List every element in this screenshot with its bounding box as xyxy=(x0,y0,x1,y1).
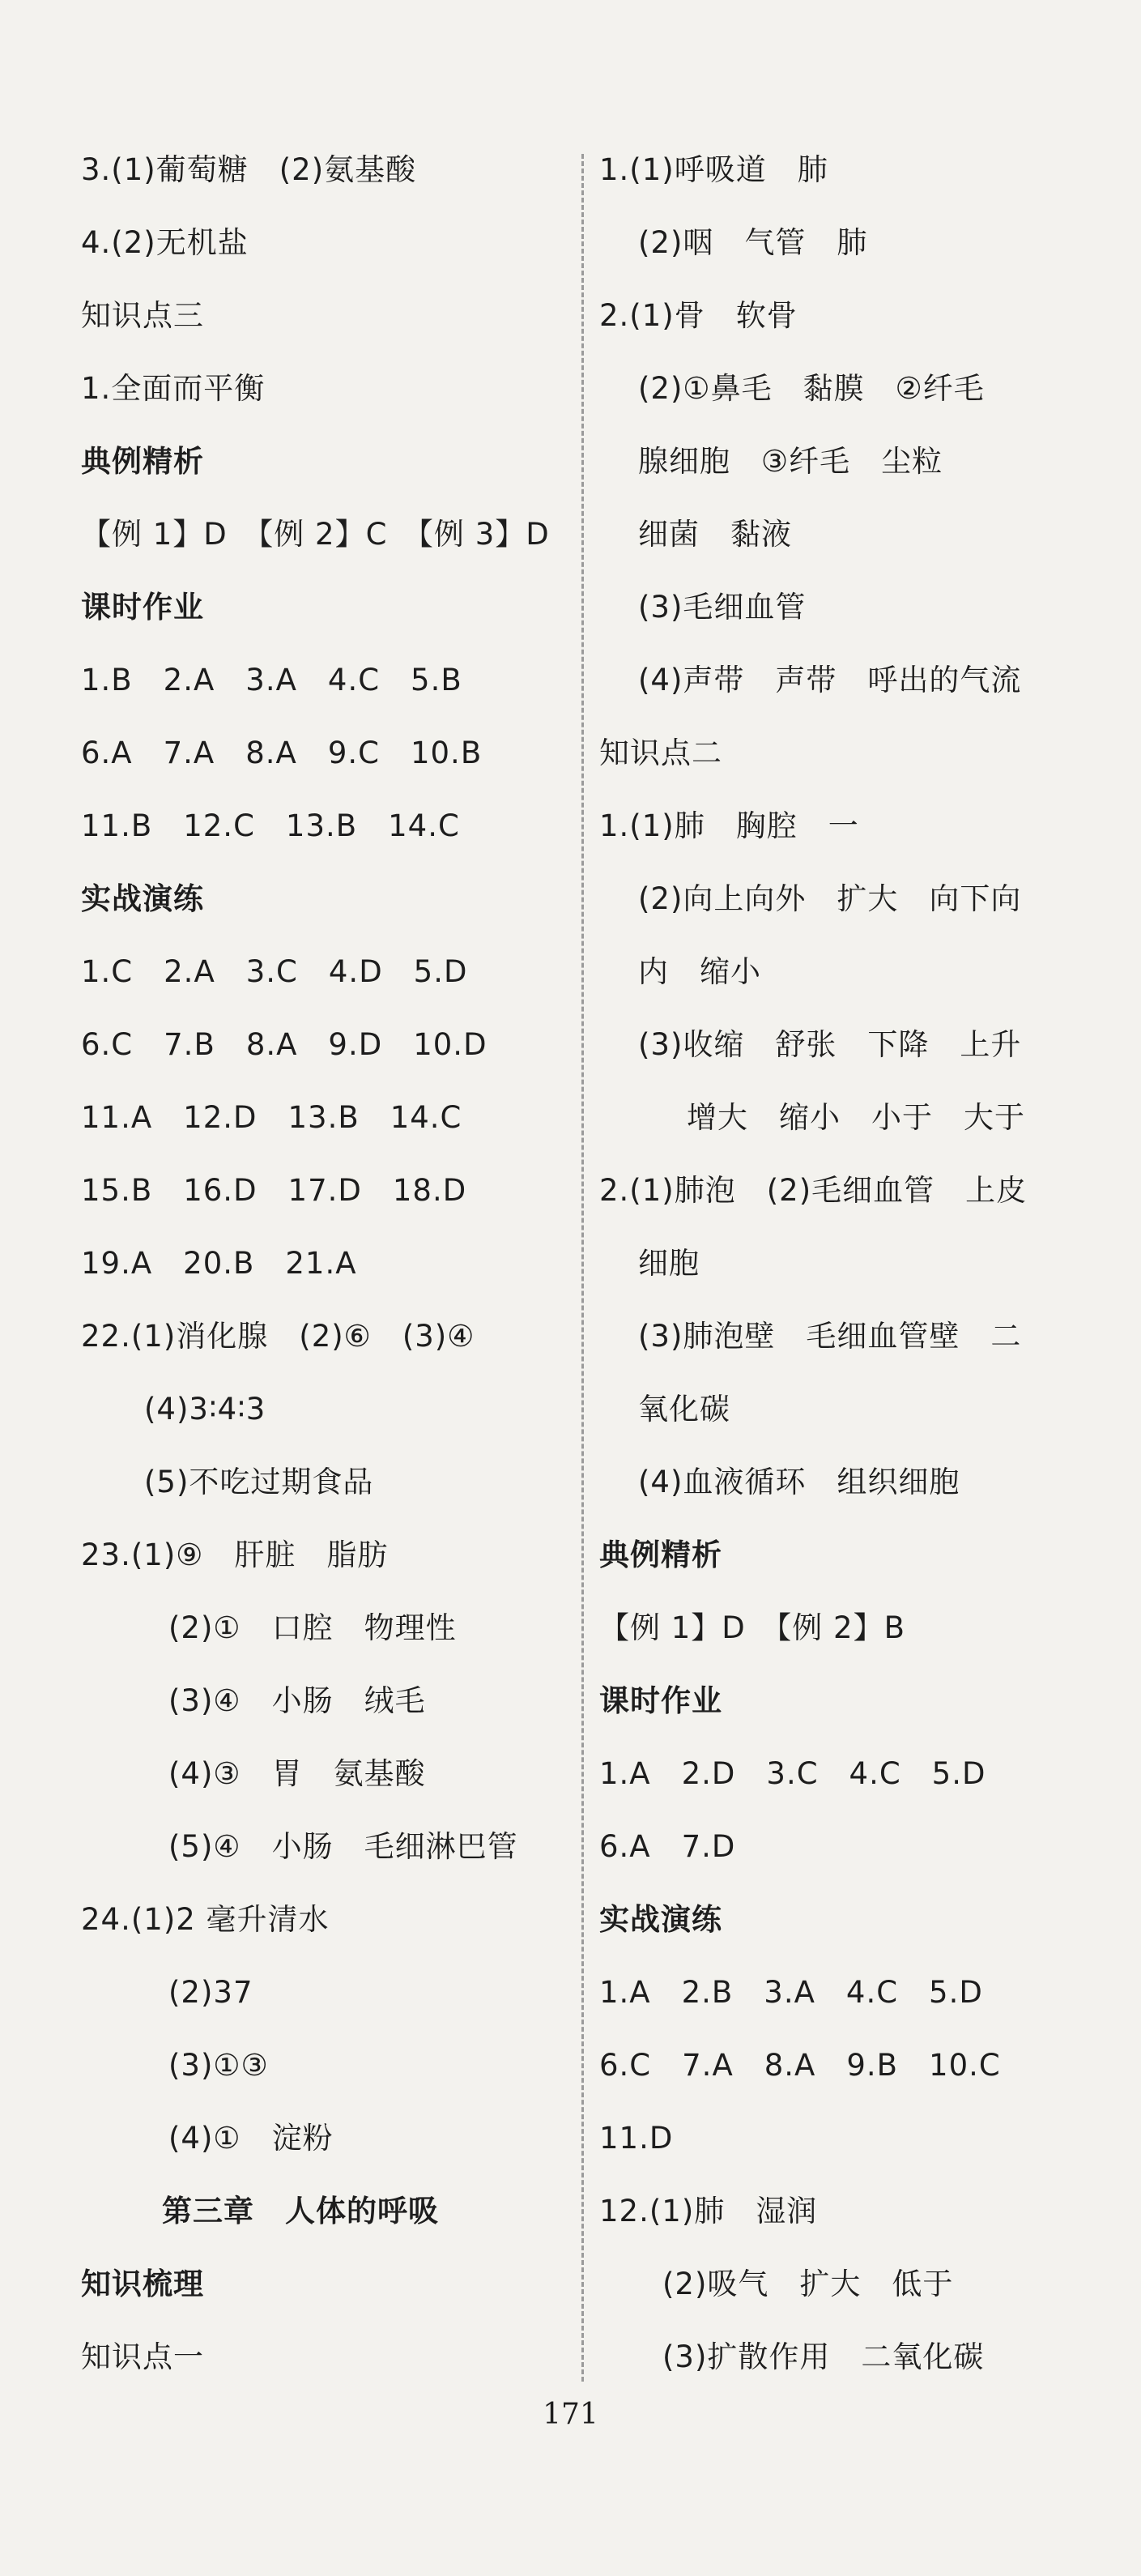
answer-line: 1.A 2.B 3.A 4.C 5.D xyxy=(599,1975,983,2010)
answer-line: (4)血液循环 组织细胞 xyxy=(638,1465,960,1499)
answer-line: 6.A 7.D xyxy=(599,1829,736,1864)
answer-line: (5)④ 小肠 毛细淋巴管 xyxy=(168,1829,518,1864)
right-column xyxy=(599,146,1093,2406)
answer-line: (3)扩散作用 二氧化碳 xyxy=(662,2339,985,2374)
answer-line: 6.C 7.B 8.A 9.D 10.D xyxy=(81,1027,487,1062)
section-heading: 第三章 人体的呼吸 xyxy=(162,2194,439,2228)
answer-line: 知识点二 xyxy=(599,736,722,770)
answer-line: 细胞 xyxy=(638,1246,700,1281)
answer-line: (2)向上向外 扩大 向下向 xyxy=(638,881,1022,916)
answer-line: (3)④ 小肠 绒毛 xyxy=(168,1683,426,1718)
answer-line: 【例 1】D 【例 2】C 【例 3】D xyxy=(81,517,550,552)
answer-line: (3)收缩 舒张 下降 上升 xyxy=(638,1027,1022,1062)
answer-line: (2)咽 气管 肺 xyxy=(638,225,868,260)
answer-line: 22.(1)消化腺 (2)⑥ (3)④ xyxy=(81,1319,475,1354)
answer-line: 15.B 16.D 17.D 18.D xyxy=(81,1173,467,1208)
section-heading: 课时作业 xyxy=(81,590,204,625)
section-heading: 典例精析 xyxy=(81,444,204,479)
answer-line: 1.全面而平衡 xyxy=(81,371,266,406)
answer-line: 内 缩小 xyxy=(638,954,761,989)
answer-line: 19.A 20.B 21.A xyxy=(81,1246,357,1281)
page-number: 171 xyxy=(543,2398,598,2431)
section-heading: 实战演练 xyxy=(599,1902,722,1937)
answer-line: 3.(1)葡萄糖 (2)氨基酸 xyxy=(81,152,417,187)
answer-line: (4)③ 胃 氨基酸 xyxy=(168,1756,426,1791)
answer-line: 11.D xyxy=(599,2121,674,2156)
answer-line: (3)①③ xyxy=(168,2048,269,2083)
answer-line: 1.A 2.D 3.C 4.C 5.D xyxy=(599,1756,986,1791)
answer-line: 1.(1)呼吸道 肺 xyxy=(599,152,828,187)
column-divider xyxy=(581,154,584,2382)
answer-line: 氧化碳 xyxy=(638,1392,730,1427)
answer-line: (5)不吃过期食品 xyxy=(144,1465,374,1499)
answer-line: (2)吸气 扩大 低于 xyxy=(662,2267,954,2301)
answer-line: 2.(1)骨 软骨 xyxy=(599,298,798,333)
section-heading: 课时作业 xyxy=(599,1683,722,1718)
left-column xyxy=(81,146,567,2406)
answer-line: (2)37 xyxy=(168,1975,253,2010)
answer-line: 11.B 12.C 13.B 14.C xyxy=(81,808,460,843)
answer-line: 12.(1)肺 湿润 xyxy=(599,2194,818,2228)
answer-line: (4)① 淀粉 xyxy=(168,2121,334,2156)
answer-line: (3)肺泡壁 毛细血管壁 二 xyxy=(638,1319,1022,1354)
answer-line: 11.A 12.D 13.B 14.C xyxy=(81,1100,462,1135)
answer-line: 知识点三 xyxy=(81,298,204,333)
answer-line: (2)①鼻毛 黏膜 ②纤毛 xyxy=(638,371,985,406)
answer-line: 6.A 7.A 8.A 9.C 10.B xyxy=(81,736,483,770)
answer-line: 【例 1】D 【例 2】B xyxy=(599,1610,905,1645)
answer-line: (4)3∶4∶3 xyxy=(144,1392,266,1427)
answer-line: 23.(1)⑨ 肝脏 脂肪 xyxy=(81,1537,389,1572)
answer-line: (4)声带 声带 呼出的气流 xyxy=(638,663,1022,697)
answer-line: 2.(1)肺泡 (2)毛细血管 上皮 xyxy=(599,1173,1028,1208)
answer-line: 24.(1)2 毫升清水 xyxy=(81,1902,330,1937)
answer-line: 6.C 7.A 8.A 9.B 10.C xyxy=(599,2048,1001,2083)
answer-line: 细菌 黏液 xyxy=(638,517,792,552)
answer-line: 1.(1)肺 胸腔 一 xyxy=(599,808,859,843)
answer-line: 知识点一 xyxy=(81,2339,204,2374)
section-heading: 典例精析 xyxy=(599,1537,722,1572)
section-heading: 知识梳理 xyxy=(81,2267,204,2301)
answer-line: 4.(2)无机盐 xyxy=(81,225,249,260)
answer-line: (3)毛细血管 xyxy=(638,590,807,625)
answer-line: (2)① 口腔 物理性 xyxy=(168,1610,457,1645)
answer-line: 增大 缩小 小于 大于 xyxy=(687,1100,1025,1135)
section-heading: 实战演练 xyxy=(81,881,204,916)
answer-line: 1.C 2.A 3.C 4.D 5.D xyxy=(81,954,468,989)
answer-line: 腺细胞 ③纤毛 尘粒 xyxy=(638,444,943,479)
answer-line: 1.B 2.A 3.A 4.C 5.B xyxy=(81,663,462,697)
